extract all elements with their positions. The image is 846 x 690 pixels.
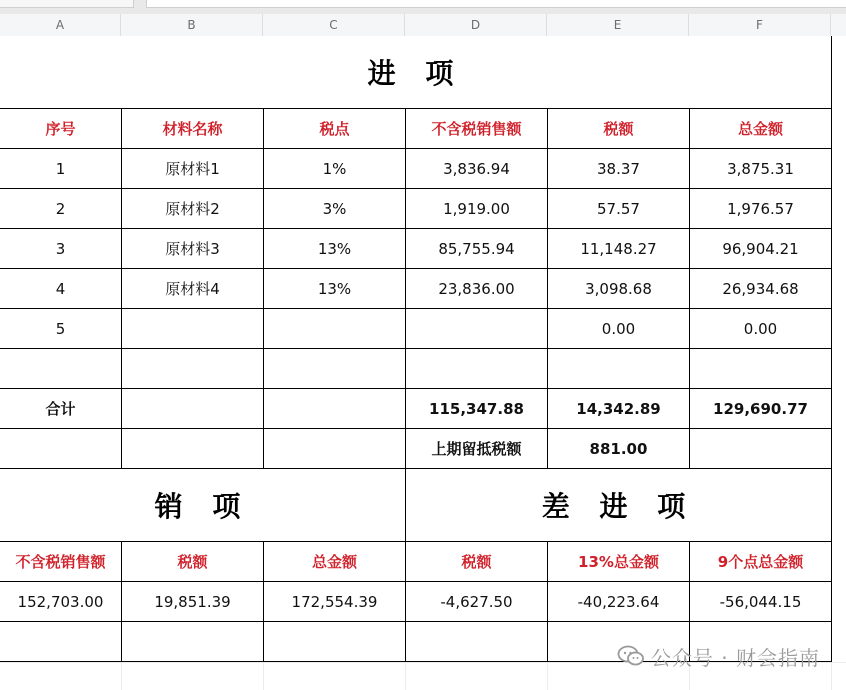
total-label[interactable]: 合计 (0, 389, 122, 429)
column-header-bar (0, 14, 846, 37)
sales-tax-value[interactable]: 19,851.39 (122, 582, 264, 622)
sales-header-pretax[interactable]: 不含税销售额 (0, 542, 122, 582)
total-tax-amount[interactable]: 14,342.89 (548, 389, 690, 429)
table-cell[interactable]: 13% (264, 269, 406, 309)
table-cell[interactable]: 3,098.68 (548, 269, 690, 309)
input-section-title: 进 项 (367, 57, 464, 90)
table-cell[interactable]: 57.57 (548, 189, 690, 229)
table-cell[interactable]: 3% (264, 189, 406, 229)
table-cell[interactable] (406, 622, 548, 662)
table-cell[interactable]: 11,148.27 (548, 229, 690, 269)
column-header-e[interactable]: E (547, 14, 689, 36)
diff-9pct-total-value[interactable]: -56,044.15 (690, 582, 832, 622)
window-top-strip (0, 0, 846, 15)
diff-13pct-total-value[interactable]: -40,223.64 (548, 582, 690, 622)
table-cell[interactable]: 23,836.00 (406, 269, 548, 309)
table-cell[interactable]: 26,934.68 (690, 269, 832, 309)
input-section-title-cell[interactable] (0, 36, 832, 109)
column-header-a[interactable]: A (0, 14, 121, 36)
table-cell[interactable]: 3 (0, 229, 122, 269)
table-cell[interactable] (0, 349, 122, 389)
table-cell[interactable]: 1,919.00 (406, 189, 548, 229)
watermark-text: 公众号 · 财会指南 (650, 645, 820, 670)
table-cell[interactable] (122, 349, 264, 389)
table-cell[interactable]: 5 (0, 309, 122, 349)
sales-header-tax[interactable]: 税额 (122, 542, 264, 582)
table-cell[interactable] (690, 349, 832, 389)
table-cell[interactable]: 85,755.94 (406, 229, 548, 269)
table-cell[interactable] (264, 349, 406, 389)
table-cell[interactable] (122, 309, 264, 349)
table-cell[interactable]: 0.00 (690, 309, 832, 349)
table-cell[interactable]: 38.37 (548, 149, 690, 189)
table-cell[interactable]: 原材料3 (122, 229, 264, 269)
table-cell[interactable]: 13% (264, 229, 406, 269)
table-cell[interactable] (264, 429, 406, 469)
diff-section-title: 差 进 项 (541, 490, 696, 523)
table-cell[interactable]: 原材料2 (122, 189, 264, 229)
table-cell[interactable]: 原材料1 (122, 149, 264, 189)
carryover-label[interactable]: 上期留抵税额 (406, 429, 548, 469)
table-cell[interactable]: 4 (0, 269, 122, 309)
table-cell[interactable] (406, 309, 548, 349)
diff-tax-value[interactable]: -4,627.50 (406, 582, 548, 622)
diff-header-9pct-total[interactable]: 9个点总金额 (690, 542, 832, 582)
table-cell[interactable] (690, 429, 832, 469)
header-pretax-sales[interactable]: 不含税销售额 (406, 109, 548, 149)
header-material-name[interactable]: 材料名称 (122, 109, 264, 149)
header-tax-amount[interactable]: 税额 (548, 109, 690, 149)
table-cell[interactable]: 1,976.57 (690, 189, 832, 229)
table-cell[interactable]: 3,836.94 (406, 149, 548, 189)
diff-header-tax[interactable]: 税额 (406, 542, 548, 582)
table-cell[interactable]: 1% (264, 149, 406, 189)
watermark (617, 642, 820, 670)
table-cell[interactable] (0, 429, 122, 469)
table-cell[interactable] (122, 622, 264, 662)
total-amount[interactable]: 129,690.77 (690, 389, 832, 429)
spreadsheet-grid[interactable] (0, 36, 846, 690)
table-cell[interactable]: 原材料4 (122, 269, 264, 309)
header-tax-rate[interactable]: 税点 (264, 109, 406, 149)
table-cell[interactable] (122, 389, 264, 429)
table-cell[interactable] (264, 622, 406, 662)
wechat-icon (617, 645, 645, 667)
table-cell[interactable] (122, 429, 264, 469)
table-cell[interactable] (0, 622, 122, 662)
diff-section-title-cell[interactable] (406, 469, 832, 542)
table-cell[interactable] (406, 349, 548, 389)
table-cell[interactable] (548, 349, 690, 389)
table-cell[interactable] (264, 309, 406, 349)
total-pretax-sales[interactable]: 115,347.88 (406, 389, 548, 429)
table-cell[interactable]: 1 (0, 149, 122, 189)
column-header-b[interactable]: B (121, 14, 263, 36)
table-cell[interactable]: 3,875.31 (690, 149, 832, 189)
column-header-c[interactable]: C (263, 14, 405, 36)
column-header-d[interactable]: D (405, 14, 547, 36)
carryover-value[interactable]: 881.00 (548, 429, 690, 469)
sales-section-title: 销 项 (154, 490, 251, 523)
diff-header-13pct-total[interactable]: 13%总金额 (548, 542, 690, 582)
column-header-f[interactable]: F (689, 14, 831, 36)
table-cell[interactable]: 2 (0, 189, 122, 229)
table-cell[interactable] (264, 389, 406, 429)
sales-pretax-value[interactable]: 152,703.00 (0, 582, 122, 622)
header-total-amount[interactable]: 总金额 (690, 109, 832, 149)
sales-total-value[interactable]: 172,554.39 (264, 582, 406, 622)
table-cell[interactable]: 96,904.21 (690, 229, 832, 269)
sales-header-total[interactable]: 总金额 (264, 542, 406, 582)
sales-section-title-cell[interactable] (0, 469, 406, 542)
tab-edge (146, 0, 846, 8)
table-cell[interactable]: 0.00 (548, 309, 690, 349)
tab-edge (0, 0, 134, 8)
header-index[interactable]: 序号 (0, 109, 122, 149)
